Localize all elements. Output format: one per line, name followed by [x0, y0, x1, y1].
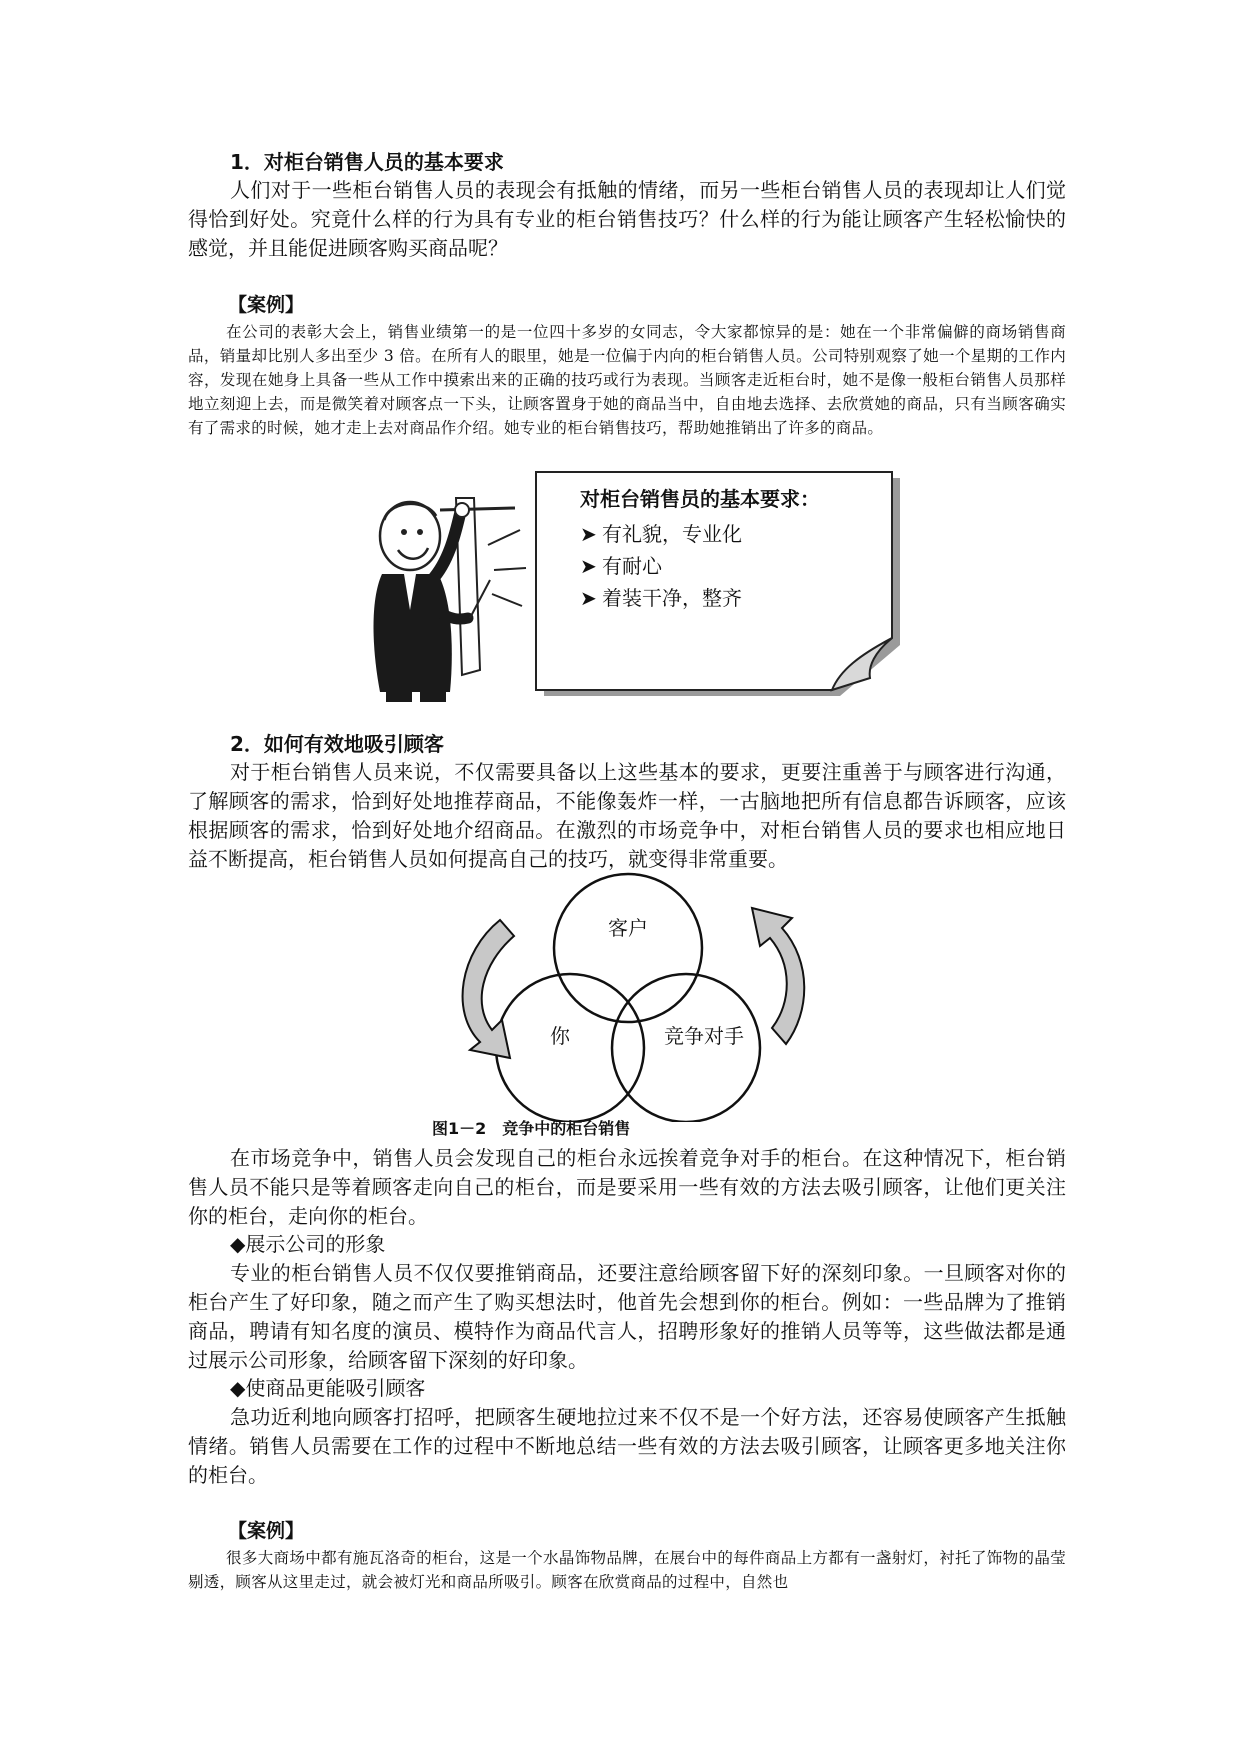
bullet1-paragraph: 专业的柜台销售人员不仅仅要推销商品，还要注意给顾客留下好的深刻印象。一旦顾客对你的柜台产生了好印象，随之而产生了购买想法时，他首先会想到你的柜台。例如：一些品牌为了推销商品，聘请有知名度的演员、模特作为商品代言人，招聘形象好的推销人员等等，这些做法都是通过展示公司形象，给顾客留下深刻的好印象。	[188, 1261, 1066, 1372]
note-item	[580, 518, 820, 550]
venn-label-competitor: 竞争对手	[664, 1024, 744, 1048]
curved-arrow-right-icon	[752, 908, 804, 1044]
note-item-text: 有耐心	[602, 554, 662, 578]
case1-text: 在公司的表彰大会上，销售业绩第一的是一位四十多岁的女同志，令大家都惊异的是：她在一个非常偏僻的商场销售商品，销量却比别人多出至少 3 倍。在所有人的眼里，她是一位偏于内向的柜台销售人员。公司特别观察了她一个星期的工作内容，发现在她身上具备一些从工作中摸索出来的正确的技巧或行为表现。当顾客走近柜台时，她不是像一般柜台销售人员那样地立刻迎上去，而是微笑着对顾客点一下头，让顾客置身于她的商品当中，自由地去选择、去欣赏她的商品，只有当顾客确实有了需求的时候，她才走上去对商品作介绍。她专业的柜台销售技巧，帮助她推销出了许多的商品。	[188, 323, 1066, 437]
arrow-right-icon: ➤	[580, 554, 597, 578]
venn-circle-you	[496, 974, 644, 1122]
curved-arrow-left-icon	[463, 920, 514, 1058]
section3-paragraph: 在市场竞争中，销售人员会发现自己的柜台永远挨着竞争对手的柜台。在这种情况下，柜台销售人员不能只是等着顾客走向自己的柜台，而是要采用一些有效的方法去吸引顾客，让他们更关注你的柜台，走向你的柜台。	[188, 1146, 1066, 1228]
note-item	[580, 582, 820, 614]
venn-label-customer: 客户	[608, 916, 648, 940]
requirements-note	[580, 484, 820, 614]
venn-label-you: 你	[550, 1024, 570, 1048]
note-item-text: 有礼貌，专业化	[602, 522, 742, 546]
note-item-text: 着装干净，整齐	[602, 586, 742, 610]
section2-heading: 2．如何有效地吸引顾客	[230, 732, 444, 756]
arrow-right-icon: ➤	[580, 522, 597, 546]
note-item	[580, 550, 820, 582]
case2-label: 【案例】	[228, 1520, 305, 1542]
bullet2-paragraph: 急功近利地向顾客打招呼，把顾客生硬地拉过来不仅不是一个好方法，还容易使顾客产生抵触情绪。销售人员需要在工作的过程中不断地总结一些有效的方法去吸引顾客，让顾客更多地关注你的柜台。	[188, 1405, 1066, 1487]
bullet-company-image: ◆展示公司的形象	[230, 1232, 386, 1256]
bullet-attract-customers: ◆使商品更能吸引顾客	[230, 1376, 426, 1400]
venn-diagram	[440, 872, 830, 1122]
arrow-right-icon: ➤	[580, 586, 597, 610]
section2-paragraph: 对于柜台销售人员来说，不仅需要具备以上这些基本的要求，更要注重善于与顾客进行沟通，了解顾客的需求，恰到好处地推荐商品，不能像轰炸一样，一古脑地把所有信息都告诉顾客，应该根据顾客的需求，恰到好处地介绍商品。在激烈的市场竞争中，对柜台销售人员的要求也相应地日益不断提高，柜台销售人员如何提高自己的技巧，就变得非常重要。	[188, 760, 1066, 871]
section1-paragraph: 人们对于一些柜台销售人员的表现会有抵触的情绪，而另一些柜台销售人员的表现却让人们觉得恰到好处。究竟什么样的行为具有专业的柜台销售技巧？什么样的行为能让顾客产生轻松愉快的感觉，并且能促进顾客购买商品呢？	[188, 178, 1066, 260]
case2-text: 很多大商场中都有施瓦洛奇的柜台，这是一个水晶饰物品牌，在展台中的每件商品上方都有一盏射灯，衬托了饰物的晶莹剔透，顾客从这里走过，就会被灯光和商品所吸引。顾客在欣赏商品的过程中，自然也	[188, 1549, 1066, 1591]
venn-circle-customer	[554, 874, 702, 1022]
note-title: 对柜台销售员的基本要求：	[580, 487, 820, 511]
section1-heading: 1．对柜台销售人员的基本要求	[230, 150, 504, 174]
figure-caption: 图1－2 竞争中的柜台销售	[432, 1119, 631, 1138]
case1-label: 【案例】	[228, 294, 305, 316]
